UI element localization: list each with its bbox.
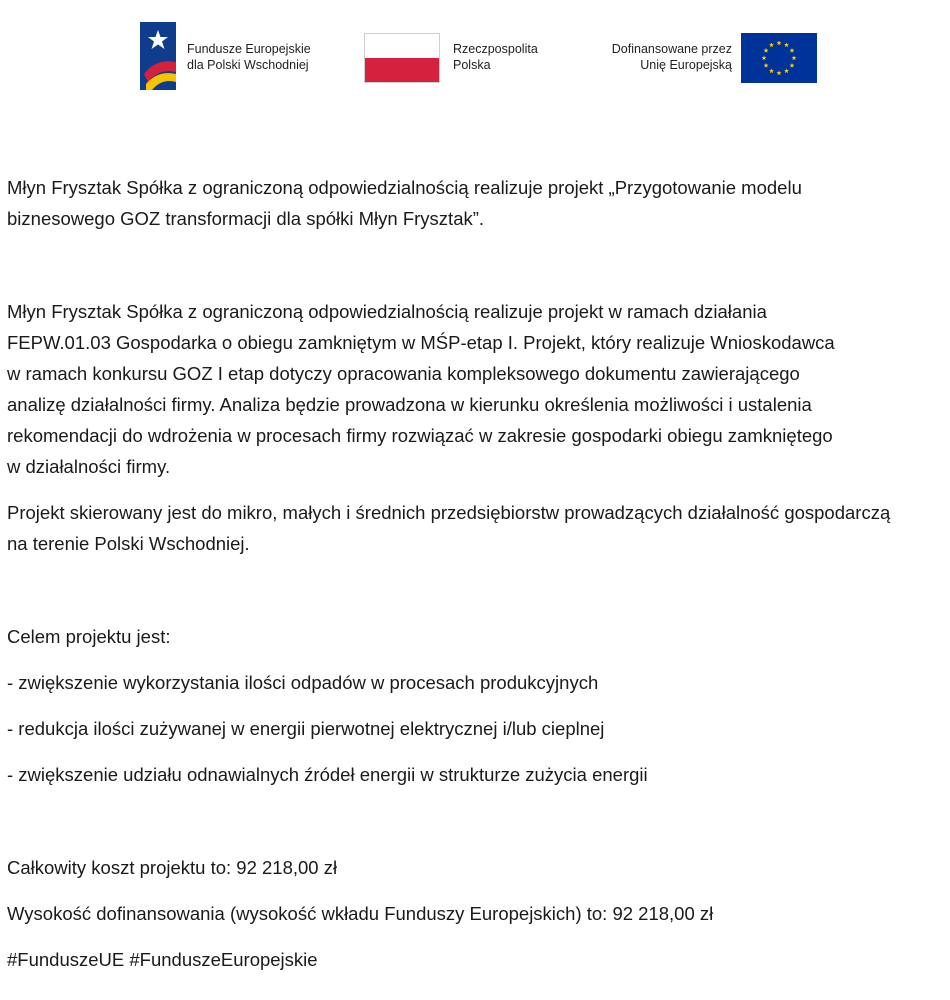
fundusze-europejskie-logo [140,22,340,92]
project-description-paragraph [7,296,947,482]
hashtags: #FunduszeUE #FunduszeEuropejskie [7,949,318,970]
rzeczpospolita-polska-logo [364,33,564,85]
description-line: analizę działalności firmy. Analiza będzie prowadzona w kierunku określenia możliwości i ustalenia [7,394,812,415]
funding-amount: Wysokość dofinansowania (wysokość wkładu Funduszy Europejskich) to: 92 218,00 zł [7,903,714,924]
polish-flag-icon [364,33,440,83]
eu-star-icon [762,55,767,60]
description-line: w ramach konkursu GOZ I etap dotyczy opracowania kompleksowego dokumentu zawierającego [7,363,800,384]
eu-star-icon [784,42,789,47]
description-line: FEPW.01.03 Gospodarka o obiegu zamkniętym w MŚP-etap I. Projekt, który realizuje Wnioskodawca [7,332,835,353]
description-line: w działalności firmy. [7,456,171,477]
pl-logo-line1: Rzeczpospolita [453,42,538,56]
eu-star-icon [784,68,789,73]
eu-star-icon [790,48,795,53]
goals-heading: Celem projektu jest: [7,626,171,647]
pl-logo-text [453,41,538,73]
eu-star-icon [769,42,774,47]
eu-stars-icon [741,33,817,83]
eu-star-icon [764,63,769,68]
eu-cofinancing-logo [584,33,824,85]
fe-logo-text [187,41,311,73]
goal-item: - zwiększenie wykorzystania ilości odpadów w procesach produkcyjnych [7,672,599,693]
eu-star-icon [790,63,795,68]
fe-logo-line1: Fundusze Europejskie [187,42,311,56]
goal-item: - redukcja ilości zużywanej w energii pierwotnej elektrycznej i/lub cieplnej [7,718,605,739]
eu-star-icon [769,68,774,73]
goal-item: - zwiększenie udziału odnawialnych źródeł energii w strukturze zużycia energii [7,764,648,785]
eu-logo-text [586,41,732,73]
eu-star-icon [777,70,782,75]
document-body [7,172,947,975]
description-line: Młyn Frysztak Spółka z ograniczoną odpowiedzialnością realizuje projekt w ramach działania [7,301,767,322]
target-group-paragraph: Projekt skierowany jest do mikro, małych i średnich przedsiębiorstw prowadzących działalność gospodarczą na terenie Polski Wschodniej. [7,502,891,554]
intro-paragraph: Młyn Frysztak Spółka z ograniczoną odpowiedzialnością realizuje projekt „Przygotowanie modelu biznesowego GOZ transformacji dla spółki Młyn Frysztak”. [7,177,802,229]
fe-emblem-icon [140,22,180,90]
total-cost: Całkowity koszt projektu to: 92 218,00 zł [7,857,338,878]
eu-logo-line2: Unię Europejską [640,58,732,72]
eu-star-icon [777,40,782,45]
eu-flag-icon [741,33,817,83]
eu-star-icon [792,55,797,60]
description-line: rekomendacji do wdrożenia w procesach firmy rozwiązać w zakresie gospodarki obiegu zamkniętego [7,425,833,446]
eu-star-icon [764,48,769,53]
logo-bar [0,22,950,92]
fe-logo-line2: dla Polski Wschodniej [187,58,309,72]
pl-logo-line2: Polska [453,58,491,72]
eu-logo-line1: Dofinansowane przez [611,42,732,56]
